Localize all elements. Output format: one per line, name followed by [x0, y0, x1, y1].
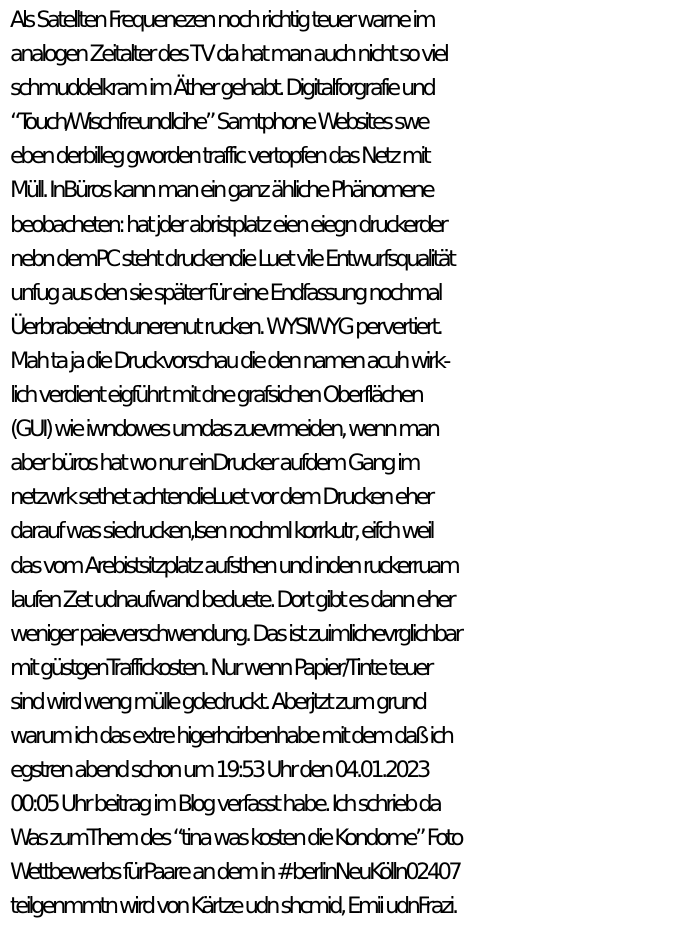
text-line: sind wird weng mülle gdedruckt. Aberjtzt zum grund: [10, 688, 425, 715]
text-line: unfug aus den sie später für eine Endfassung nochmal: [10, 279, 441, 306]
document-page: [10, 3, 680, 924]
text-line: lich verdient eigführt mit dne grafsichen Oberflächen: [10, 382, 422, 409]
text-line: Wettbewerbs fürPaare an dem in #berlinNeuKölln02407: [10, 859, 460, 886]
text-line: warum ich das extre higerhcirbenhabe mit dem daß ich: [10, 722, 452, 749]
text-line: das vom Arebistsitzplatz aufsthen und inden ruckerruam: [10, 552, 458, 579]
body-text: [10, 3, 680, 924]
text-line: Üerbrabeietndunerenut rucken. WYSIWYG pervertiert.: [10, 313, 441, 340]
text-line: Was zumThem des “tina was kosten die Kondome” Foto: [10, 825, 461, 852]
text-line: egstren abend schon um 19:53 Uhr den 04.01.2023: [10, 757, 428, 784]
text-line: (GUI) wie iwndowes umdas zuevrmeiden, wenn man: [10, 416, 438, 443]
text-line: 00:05 Uhr beitrag im Blog verfasst habe. Ich schrieb da: [10, 791, 440, 818]
text-line: Als Satellten Frequenezen noch richtig teuer warne im: [10, 7, 434, 33]
text-line: teilgenmmtn wird von Kärtze udn shcmid, Emii udnFrazi.: [10, 893, 456, 920]
text-line: laufen Zet udnaufwand beduete. Dort gibt es dann eher: [10, 586, 454, 613]
text-line: darauf was siedrucken,lsen nochml korrkutr, eifch weil: [10, 518, 433, 545]
text-line: Müll. InBüros kann man ein ganz ähliche Phänomene: [10, 177, 433, 204]
text-line: Mah ta ja die Druckvorschau die den namen acuh wirk-: [10, 347, 448, 374]
text-line: eben derbilleg gworden traffic vertopfen das Netz mit: [10, 143, 429, 170]
text-line: mit güstgenTraffickosten. Nur wenn Papier/Tinte teuer: [10, 654, 431, 681]
text-line: schmuddelkram im Äther gehabt. Digitalforgrafie und: [10, 75, 434, 102]
text-line: nebn demPC steht druckendie Luet vile Entwurfsqualität: [10, 245, 454, 272]
text-line: netzwrk sethet achtendieLuet vor dem Drucken eher: [10, 484, 432, 511]
text-line: analogen Zeitalter des TV da hat man auch nicht so viel: [10, 41, 447, 68]
text-line: weniger paieverschwendung. Das ist zuimlichevrglichbar: [10, 620, 461, 647]
text-line: beobacheten: hat jder abristplatz eien eiegn druckerder: [10, 211, 446, 238]
text-line: aber büros hat wo nur einDrucker aufdem Gang im: [10, 450, 418, 477]
text-line: “Touch/Wischfreundlcihe” Samtphone Websites swe: [10, 109, 428, 136]
